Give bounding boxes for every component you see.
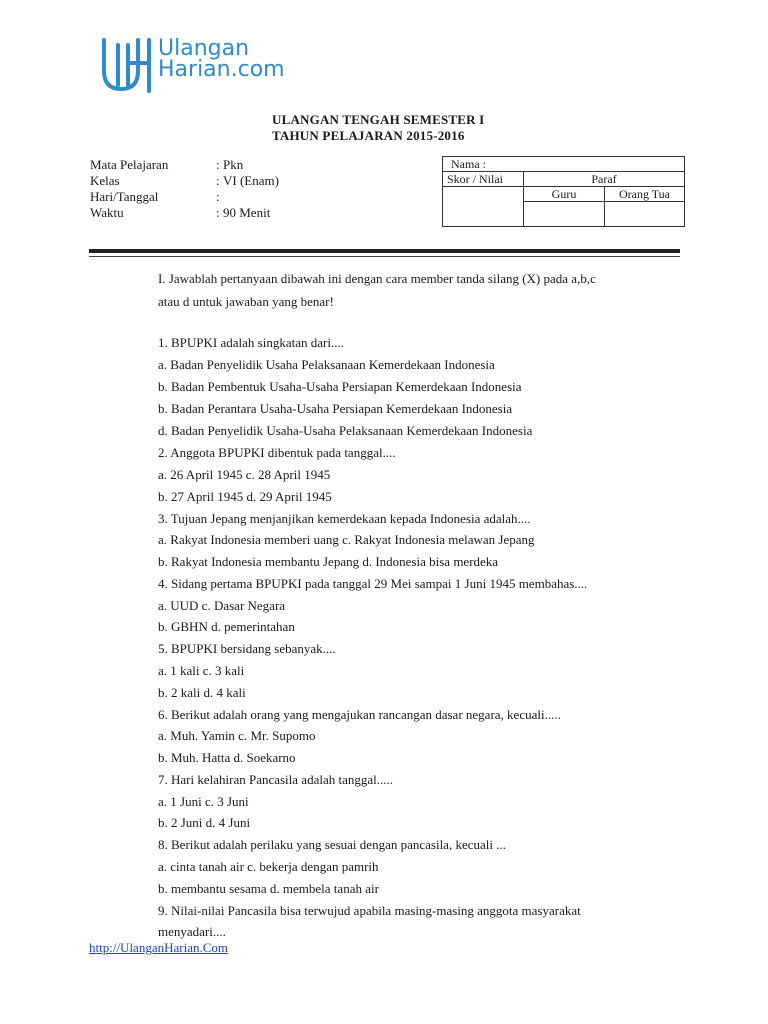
signature-label: Paraf — [524, 172, 685, 187]
answer-option: b. Badan Perantara Usaha-Usaha Persiapan Kemerdekaan Indonesia — [158, 401, 513, 416]
question-3: 3. Tujuan Jepang menjanjikan kemerdekaan kepada Indonesia adalah.... — [158, 511, 531, 526]
teacher-signature-field[interactable] — [524, 202, 605, 227]
question-8: 8. Berikut adalah perilaku yang sesuai dengan pancasila, kecuali ... — [158, 837, 506, 852]
question-9-continued: menyadari.... — [158, 924, 226, 939]
score-field[interactable] — [443, 187, 524, 227]
answer-option: b. 2 Juni d. 4 Juni — [158, 815, 251, 830]
question-5: 5. BPUPKI bersidang sebanyak.... — [158, 641, 336, 656]
exam-title: ULANGAN TENGAH SEMESTER I — [272, 112, 485, 127]
info-value: 90 Menit — [223, 205, 271, 220]
question-2: 2. Anggota BPUPKI dibentuk pada tanggal.... — [158, 445, 396, 460]
info-label: Waktu — [90, 205, 124, 220]
answer-option: a. 1 Juni c. 3 Juni — [158, 794, 249, 809]
answer-option: a. 1 kali c. 3 kali — [158, 663, 245, 678]
parent-signature-field[interactable] — [605, 202, 685, 227]
info-label: Kelas — [90, 173, 120, 188]
answer-option: b. GBHN d. pemerintahan — [158, 619, 295, 634]
parent-label: Orang Tua — [605, 187, 685, 202]
name-field[interactable]: Nama : — [443, 157, 685, 172]
answer-option: b. 27 April 1945 d. 29 April 1945 — [158, 489, 332, 504]
answer-option: a. UUD c. Dasar Negara — [158, 598, 286, 613]
answer-option: a. Badan Penyelidik Usaha Pelaksanaan Kemerdekaan Indonesia — [158, 357, 495, 372]
answer-option: b. 2 kali d. 4 kali — [158, 685, 246, 700]
logo-text-line2: Harian.com — [158, 57, 285, 82]
answer-option: d. Badan Penyelidik Usaha-Usaha Pelaksanaan Kemerdekaan Indonesia — [158, 423, 533, 438]
answer-option: b. Rakyat Indonesia membantu Jepang d. Indonesia bisa merdeka — [158, 554, 499, 569]
answer-option: a. 26 April 1945 c. 28 April 1945 — [158, 467, 331, 482]
info-value: Pkn — [223, 157, 244, 172]
info-colon: : — [216, 173, 220, 188]
question-9: 9. Nilai-nilai Pancasila bisa terwujud apabila masing-masing anggota masyarakat — [158, 903, 581, 918]
question-1: 1. BPUPKI adalah singkatan dari.... — [158, 335, 344, 350]
logo-text-line1: Ulangan — [158, 36, 250, 61]
instruction-line: I. Jawablah pertanyaan dibawah ini dengan cara member tanda silang (X) pada a,b,c — [158, 271, 596, 286]
instruction-line: atau d untuk jawaban yang benar! — [158, 294, 334, 309]
answer-option: a. Rakyat Indonesia memberi uang c. Rakyat Indonesia melawan Jepang — [158, 532, 535, 547]
score-box — [442, 156, 685, 227]
info-label: Hari/Tanggal — [90, 189, 159, 204]
answer-option: b. Badan Pembentuk Usaha-Usaha Persiapan Kemerdekaan Indonesia — [158, 379, 522, 394]
teacher-label: Guru — [524, 187, 605, 202]
info-colon: : — [216, 205, 220, 220]
info-label: Mata Pelajaran — [90, 157, 169, 172]
question-7: 7. Hari kelahiran Pancasila adalah tanggal..... — [158, 772, 393, 787]
answer-option: b. membantu sesama d. membela tanah air — [158, 881, 379, 896]
question-6: 6. Berikut adalah orang yang mengajukan rancangan dasar negara, kecuali..... — [158, 707, 561, 722]
exam-year: TAHUN PELAJARAN 2015-2016 — [272, 128, 465, 143]
answer-option: b. Muh. Hatta d. Soekarno — [158, 750, 296, 765]
question-4: 4. Sidang pertama BPUPKI pada tanggal 29 Mei sampai 1 Juni 1945 membahas.... — [158, 576, 588, 591]
score-label: Skor / Nilai — [443, 172, 524, 187]
divider-thin — [89, 256, 680, 257]
info-colon: : — [216, 189, 220, 204]
answer-option: a. cinta tanah air c. bekerja dengan pamrih — [158, 859, 379, 874]
info-colon: : — [216, 157, 220, 172]
divider-thick — [89, 249, 680, 253]
answer-option: a. Muh. Yamin c. Mr. Supomo — [158, 728, 316, 743]
footer-link[interactable]: http://UlanganHarian.Com — [89, 940, 229, 955]
info-value: VI (Enam) — [223, 173, 279, 188]
